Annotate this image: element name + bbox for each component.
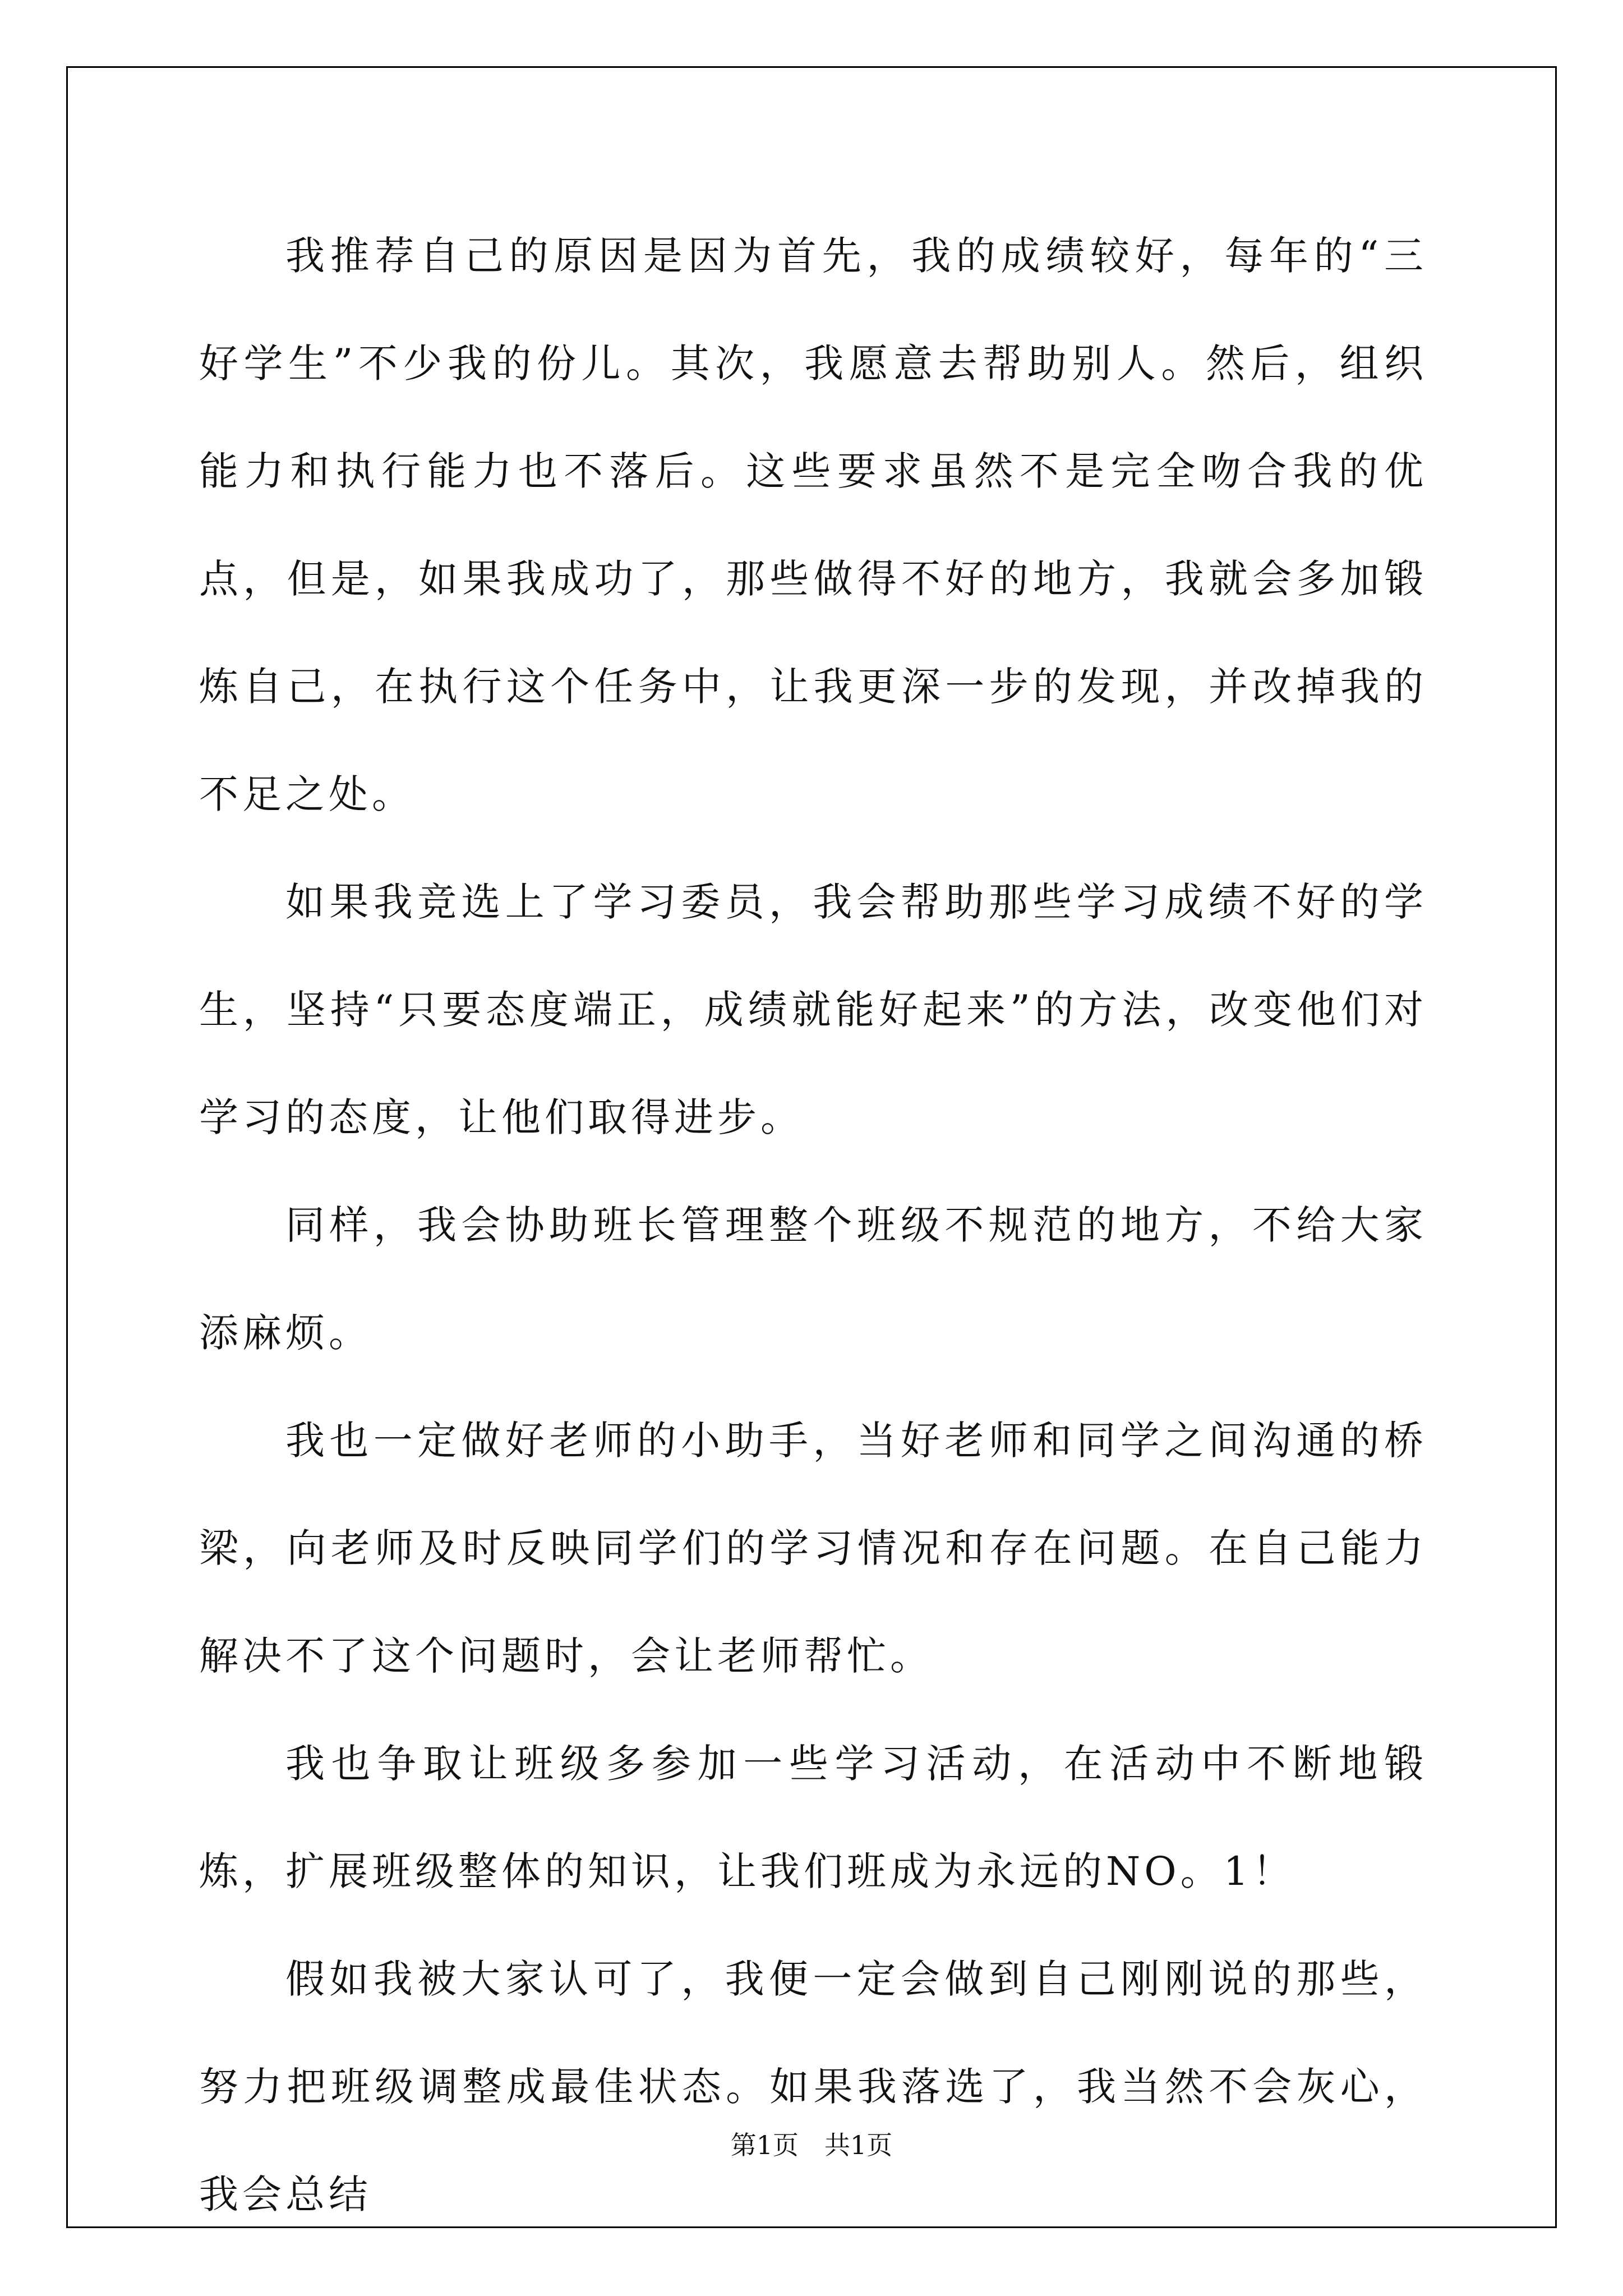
paragraph-4: 我也一定做好老师的小助手，当好老师和同学之间沟通的桥梁，向老师及时反映同学们的学习情况和存在问题。在自己能力解决不了这个问题时，会让老师帮忙。 — [199, 1418, 1427, 1679]
paragraph-5: 我也争取让班级多参加一些学习活动，在活动中不断地锻炼，扩展班级整体的知识，让我们班成为永远的NO。1！ — [199, 1741, 1427, 1894]
document-body — [199, 202, 1427, 2248]
paragraph-6: 假如我被大家认可了，我便一定会做到自己刚刚说的那些，努力把班级调整成最佳状态。如果我落选了，我当然不会灰心，我会总结 — [199, 1956, 1427, 2217]
paragraph-2: 如果我竞选上了学习委员，我会帮助那些学习成绩不好的学生，坚持“只要态度端正，成绩就能好起来”的方法，改变他们对学习的态度，让他们取得进步。 — [199, 879, 1427, 1140]
paragraph-3: 同样，我会协助班长管理整个班级不规范的地方，不给大家添麻烦。 — [199, 1202, 1427, 1356]
page-number-footer: 第1页 共1页 — [730, 2130, 893, 2160]
paragraph-1: 我推荐自己的原因是因为首先，我的成绩较好，每年的“三好学生”不少我的份儿。其次，我愿意去帮助别人。然后，组织能力和执行能力也不落后。这些要求虽然不是完全吻合我的优点，但是，如果我成功了，那些做得不好的地方，我就会多加锻炼自己，在执行这个任务中，让我更深一步的发现，并改掉我的不足之处。 — [199, 233, 1427, 817]
